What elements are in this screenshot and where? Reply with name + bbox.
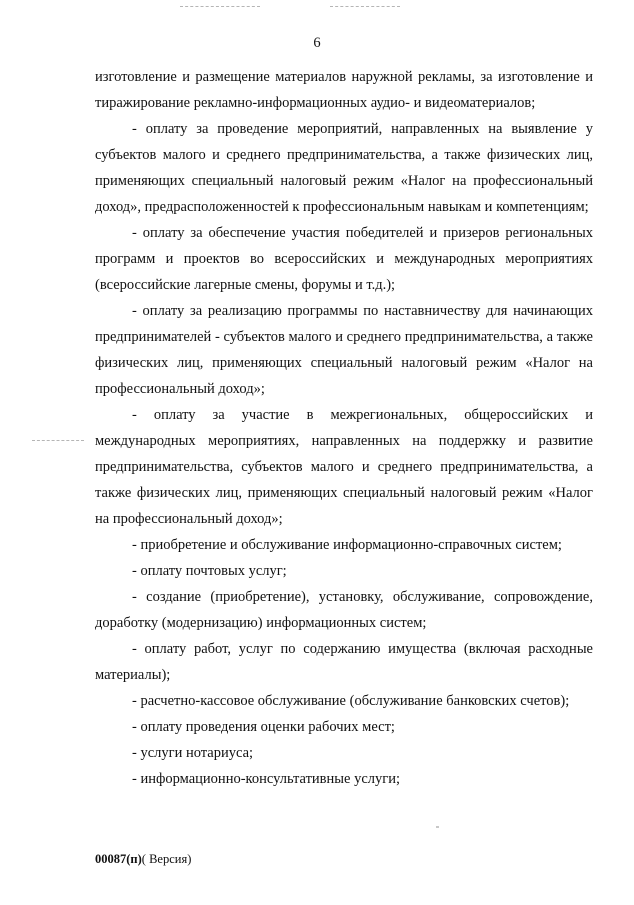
list-item: - информационно-консультативные услуги;	[132, 771, 400, 787]
document-body	[95, 64, 593, 792]
document-code: 00087(п)	[95, 852, 142, 866]
list-item: - оплату за участие в межрегиональных, общероссийских и международных мероприятиях, направленных на поддержку и развитие предпринимательства, субъектов малого и среднего предпринимательства, а также физических лиц, применяющих специальный налоговый режим «Налог на профессиональный доход»;	[95, 407, 593, 527]
page-number: 6	[313, 35, 321, 51]
paragraph: изготовление и размещение материалов наружной рекламы, за изготовление и тиражирование рекламно-информационных аудио- и видеоматериалов;	[95, 69, 593, 111]
list-item: - оплату за обеспечение участия победителей и призеров региональных программ и проектов во всероссийских и международных мероприятиях (всероссийские лагерные смены, форумы и т.д.);	[95, 225, 593, 293]
list-item: - оплату почтовых услуг;	[132, 563, 287, 579]
scan-artifact	[32, 440, 84, 441]
list-item: - приобретение и обслуживание информационно-справочных систем;	[132, 537, 562, 553]
list-item: - оплату за проведение мероприятий, направленных на выявление у субъектов малого и среднего предпринимательства, а также физических лиц, применяющих специальный налоговый режим «Налог на профессиональный доход», предрасположенностей к профессиональным навыкам и компетенциям;	[95, 121, 593, 215]
document-version: ( Версия)	[141, 852, 192, 866]
list-item: - оплату за реализацию программы по наставничеству для начинающих предпринимателей - субъектов малого и среднего предпринимательства, а также физических лиц, применяющих специальный налоговый режим «Налог на профессиональный доход»;	[95, 303, 593, 397]
list-item: - оплату работ, услуг по содержанию имущества (включая расходные материалы);	[95, 641, 593, 683]
list-item: - оплату проведения оценки рабочих мест;	[132, 719, 395, 735]
list-item: - расчетно-кассовое обслуживание (обслуживание банковских счетов);	[132, 693, 570, 709]
list-item: - создание (приобретение), установку, обслуживание, сопровождение, доработку (модернизацию) информационных систем;	[95, 589, 593, 631]
document-footer	[95, 851, 191, 867]
list-item: - услуги нотариуса;	[132, 745, 254, 761]
scan-artifact	[436, 826, 439, 828]
scan-artifact	[180, 6, 260, 7]
scan-artifact	[330, 6, 400, 7]
